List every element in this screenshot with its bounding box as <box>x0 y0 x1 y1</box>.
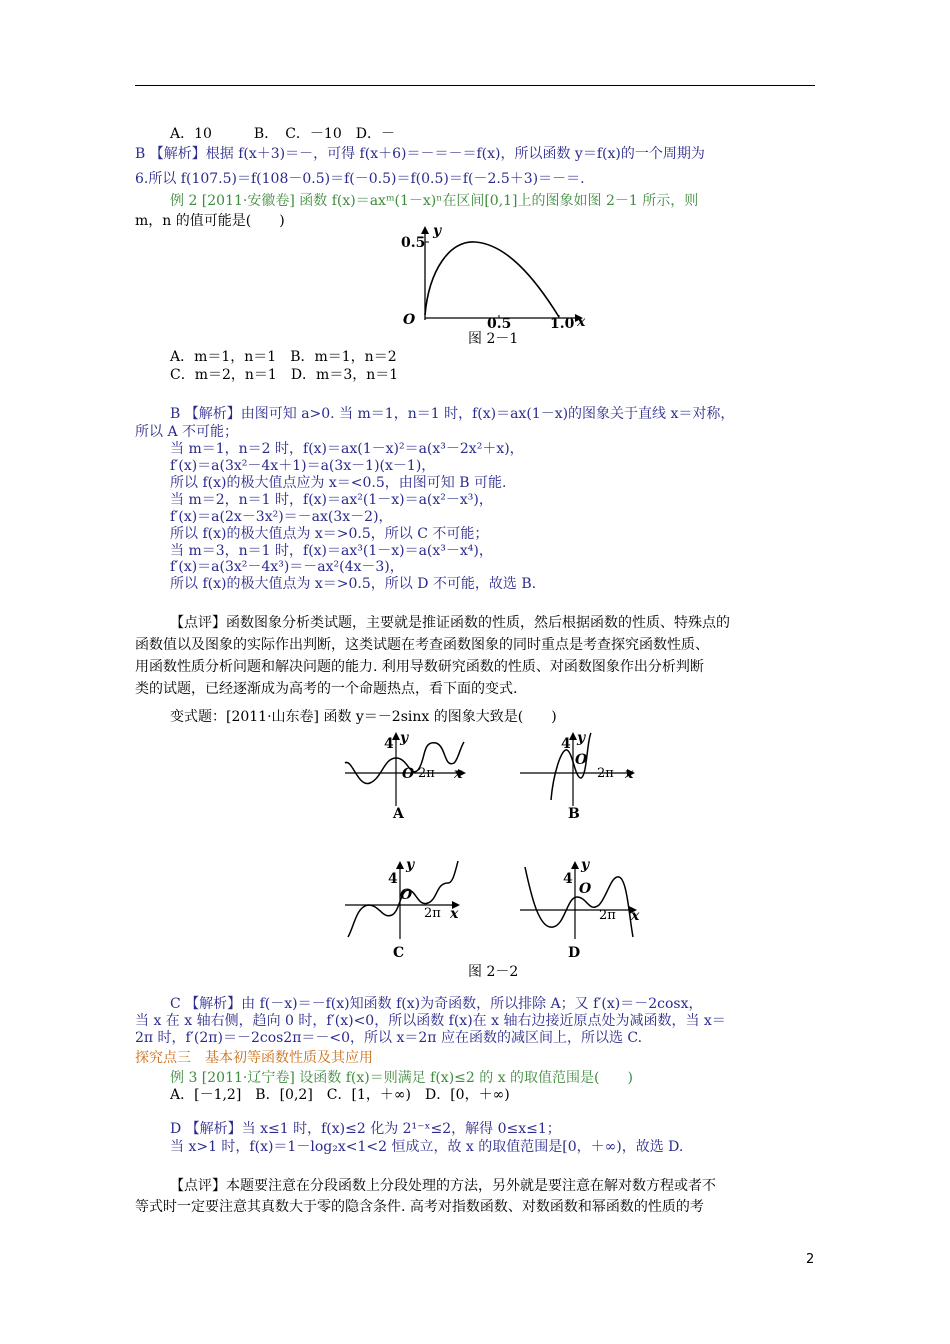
graph-a <box>340 728 475 812</box>
comment1-line4: 类的试题，已经逐渐成为高考的一个命题热点，看下面的变式. <box>135 681 518 697</box>
comment1-line3: 用函数性质分析问题和解决问题的能力. 利用导数研究函数的性质、对函数图象作出分析判断 <box>135 659 704 675</box>
comment2-line1: 【点评】本题要注意在分段函数上分段处理的方法，另外就是要注意在解对数方程或者不 <box>170 1178 716 1194</box>
example3-solution-2: 当 x>1 时，f(x)＝1－log₂x<1<2 恒成立，故 x 的取值范围是[0，＋∞)，故选 D. <box>170 1139 684 1155</box>
graph-d-2pi: 2π <box>599 908 616 923</box>
graph-a-origin: O <box>402 766 415 782</box>
graph-a-x: x <box>454 766 463 782</box>
example2-heading: 例 2 [2011·安徽卷] 函数 f(x)＝axᵐ(1－x)ⁿ在区间[0,1]上的图象如图 2－1 所示，则 <box>170 193 699 209</box>
example2-solution-9: 当 m＝3，n＝1 时，f(x)＝ax³(1－x)＝a(x³－x⁴)， <box>170 543 493 559</box>
graph-b-y: y <box>577 730 586 746</box>
graph-c-y: y <box>406 857 415 873</box>
example2-solution-6: 当 m＝2，n＝1 时，f(x)＝ax²(1－x)＝a(x²－x³)， <box>170 492 493 508</box>
graph-d-label: D <box>568 945 581 961</box>
graph-d-x: x <box>631 908 640 924</box>
graph-b <box>515 728 645 812</box>
example3-options: A．[－1,2] B．[0,2] C．[1，＋∞) D．[0，＋∞) <box>170 1087 510 1103</box>
example3-heading: 例 3 [2011·辽宁卷] 设函数 f(x)＝则满足 f(x)≤2 的 x 的取值范围是( ) <box>170 1070 633 1086</box>
graph-c <box>340 855 475 944</box>
graph-d-origin: O <box>579 881 592 897</box>
example2-question: m，n 的值可能是( ) <box>135 213 285 229</box>
fig1-xtick-2: 1.0 <box>550 316 575 332</box>
graph-d-y: y <box>581 857 590 873</box>
example2-solution-5: 所以 f(x)的极大值点应为 x＝<0.5，由图可知 B 可能. <box>170 475 507 491</box>
figure-2-1-caption: 图 2－1 <box>468 331 519 347</box>
example1-solution-line1: B 【解析】根据 f(x＋3)＝－，可得 f(x＋6)＝－＝－＝f(x)，所以函数 y＝f(x)的一个周期为 <box>135 146 705 162</box>
graph-b-four: 4 <box>561 736 571 752</box>
example2-solution-2: 所以 A 不可能； <box>135 424 239 440</box>
graph-d <box>515 855 650 944</box>
comment2-line2: 等式时一定要注意其真数大于零的隐含条件. 高考对指数函数、对数函数和幂函数的性质的考 <box>135 1199 704 1215</box>
section-heading-3: 探究点三 基本初等函数性质及其应用 <box>135 1050 373 1066</box>
comment1-line1: 【点评】函数图象分析类试题，主要就是推证函数的性质，然后根据函数的性质、特殊点的 <box>170 615 730 631</box>
example2-solution-1: B 【解析】由图可知 a>0. 当 m＝1，n＝1 时，f(x)＝ax(1－x)的图象关于直线 x＝对称， <box>170 406 735 422</box>
example3-solution-1: D 【解析】当 x≤1 时，f(x)≤2 化为 2¹⁻ˣ≤2，解得 0≤x≤1； <box>170 1121 561 1137</box>
graph-a-2pi: 2π <box>418 766 435 781</box>
variant-solution-2: 当 x 在 x 轴右侧，趋向 0 时，f′(x)<0，所以函数 f(x)在 x 轴右边接近原点处为减函数，当 x＝ <box>135 1013 726 1029</box>
graph-c-four: 4 <box>388 871 398 887</box>
example1-options: A．10 B． C．－10 D．－ <box>170 126 395 142</box>
graph-c-x: x <box>450 906 459 922</box>
example2-options-ab: A．m＝1，n＝1 B．m＝1，n＝2 <box>170 349 397 365</box>
variant-solution-3: 2π 时，f′(2π)＝－2cos2π＝－<0，所以 x＝2π 应在函数的减区间上，所以选 C. <box>135 1030 643 1046</box>
graph-a-y: y <box>400 730 409 746</box>
graph-c-label: C <box>393 945 405 961</box>
graph-a-four: 4 <box>384 736 394 752</box>
fig1-yaxis-label: y <box>433 223 442 239</box>
graph-c-origin: O <box>400 887 413 903</box>
example2-options-cd: C．m＝2，n＝1 D．m＝3，n＝1 <box>170 367 399 383</box>
example2-solution-10: f′(x)＝a(3x²－4x³)＝－ax²(4x－3)， <box>170 559 404 575</box>
graph-b-2pi: 2π <box>597 766 614 781</box>
example2-solution-7: f′(x)＝a(2x－3x²)＝－ax(3x－2)， <box>170 509 393 525</box>
graph-a-label: A <box>393 806 404 822</box>
fig1-ytick: 0.5 <box>401 235 426 251</box>
figure-2-1 <box>395 220 595 344</box>
comment1-line2: 函数值以及图象的实际作出判断，这类试题在考查函数图象的同时重点是考查探究函数性质、 <box>135 637 709 653</box>
example2-solution-4: f′(x)＝a(3x²－4x＋1)＝a(3x－1)(x－1)， <box>170 458 436 474</box>
example1-solution-line2: 6.所以 f(107.5)＝f(108－0.5)＝f(－0.5)＝f(0.5)＝f(－2.5＋3)＝－＝. <box>135 171 585 187</box>
figure-2-2-caption: 图 2－2 <box>468 964 519 980</box>
example2-solution-11: 所以 f(x)的极大值点为 x＝>0.5，所以 D 不可能，故选 B. <box>170 576 537 592</box>
variant-solution-1: C 【解析】由 f(－x)＝－f(x)知函数 f(x)为奇函数，所以排除 A；又 f′(x)＝－2cosx， <box>170 996 703 1012</box>
page-number: 2 <box>806 1252 815 1267</box>
graph-c-2pi: 2π <box>424 906 441 921</box>
example2-solution-3: 当 m＝1，n＝2 时，f(x)＝ax(1－x)²＝a(x³－2x²＋x)， <box>170 441 524 457</box>
variant-question: 变式题：[2011·山东卷] 函数 y＝－2sinx 的图象大致是( ) <box>170 709 557 725</box>
graph-b-label: B <box>568 806 580 822</box>
fig1-origin: O <box>403 312 416 328</box>
header-rule <box>135 85 815 86</box>
fig1-xtick-1: 0.5 <box>487 316 512 332</box>
graph-b-x: x <box>625 766 634 782</box>
fig1-xaxis-label: x <box>577 314 586 330</box>
example2-solution-8: 所以 f(x)的极大值点为 x＝>0.5，所以 C 不可能； <box>170 526 489 542</box>
graph-b-origin: O <box>575 752 588 768</box>
graph-d-four: 4 <box>563 871 573 887</box>
